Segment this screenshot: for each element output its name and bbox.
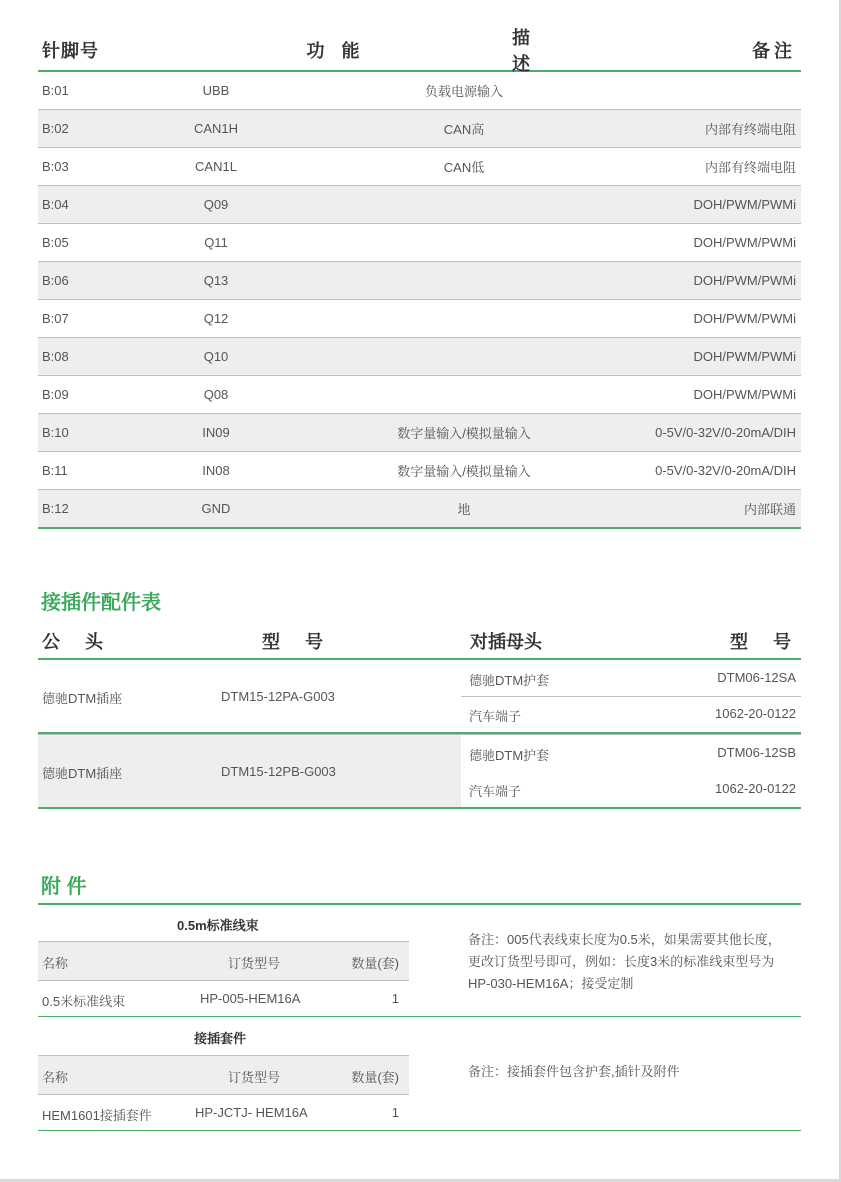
female-part-name: 德驰DTM护套 bbox=[469, 748, 550, 763]
description-cell: CAN高 bbox=[443, 122, 485, 137]
harness-qty: 1 bbox=[391, 991, 399, 1006]
function-cell: Q10 bbox=[203, 349, 229, 364]
kit-col-qty: 数量(套) bbox=[351, 1070, 399, 1085]
connector-group bbox=[38, 660, 801, 734]
pin-row bbox=[38, 72, 801, 110]
pin-row bbox=[38, 452, 801, 490]
note-cell: 0-5V/0-32V/0-20mA/DIH bbox=[655, 425, 796, 440]
pin-table bbox=[38, 30, 801, 529]
pin-row bbox=[38, 414, 801, 452]
pin-row bbox=[38, 110, 801, 148]
harness-col-qty: 数量(套) bbox=[351, 956, 399, 971]
pin-cell: B:10 bbox=[42, 425, 69, 440]
female-part-name: 德驰DTM护套 bbox=[469, 673, 550, 688]
male-name: 德驰DTM插座 bbox=[42, 766, 123, 781]
pin-cell: B:02 bbox=[42, 121, 69, 136]
note-cell: DOH/PWM/PWMi bbox=[693, 235, 796, 250]
male-model: DTM15-12PB-G003 bbox=[221, 764, 336, 779]
harness-note-line: HP-030-HEM16A；接受定制 bbox=[468, 976, 634, 991]
male-model: DTM15-12PA-G003 bbox=[221, 689, 335, 704]
note-cell: 内部有终端电阻 bbox=[704, 160, 796, 175]
function-cell: Q12 bbox=[203, 311, 229, 326]
pin-row bbox=[38, 338, 801, 376]
header-female: 对插母头 bbox=[470, 632, 542, 652]
connector-table bbox=[38, 620, 801, 809]
female-part-row bbox=[461, 660, 801, 697]
description-cell: 地 bbox=[457, 502, 471, 517]
female-part-model: 1062-20-0122 bbox=[715, 706, 796, 721]
description-cell: CAN低 bbox=[443, 160, 485, 175]
pin-cell: B:03 bbox=[42, 159, 69, 174]
pin-row bbox=[38, 262, 801, 300]
pin-cell: B:09 bbox=[42, 387, 69, 402]
note-cell: DOH/PWM/PWMi bbox=[693, 387, 796, 402]
male-name: 德驰DTM插座 bbox=[42, 691, 123, 706]
pin-table-header bbox=[38, 30, 801, 72]
header-note: 备注 bbox=[752, 41, 796, 61]
divider bbox=[38, 1130, 801, 1131]
harness-order: HP-005-HEM16A bbox=[200, 991, 301, 1006]
female-part-row bbox=[461, 735, 801, 772]
connector-section-title: 接插件配件表 bbox=[41, 592, 161, 614]
note-cell: 0-5V/0-32V/0-20mA/DIH bbox=[655, 463, 796, 478]
pin-row bbox=[38, 148, 801, 186]
function-cell: Q13 bbox=[203, 273, 229, 288]
harness-note-line: 更改订货型号即可，例如：长度3米的标准线束型号为 bbox=[468, 954, 775, 969]
function-cell: IN09 bbox=[202, 425, 230, 440]
female-part-name: 汽车端子 bbox=[469, 709, 522, 724]
male-cell bbox=[38, 735, 461, 807]
function-cell: CAN1L bbox=[195, 159, 237, 174]
description-cell: 数字量输入/模拟量输入 bbox=[397, 426, 531, 441]
function-cell: Q11 bbox=[204, 235, 228, 250]
header-function: 功 能 bbox=[306, 41, 366, 61]
harness-note bbox=[468, 929, 803, 995]
pin-cell: B:08 bbox=[42, 349, 69, 364]
harness-name: 0.5米标准线束 bbox=[42, 994, 126, 1009]
note-cell: 内部联通 bbox=[743, 502, 796, 517]
note-cell: DOH/PWM/PWMi bbox=[693, 197, 796, 212]
pin-row bbox=[38, 376, 801, 414]
function-cell: GND bbox=[201, 501, 231, 516]
note-cell: DOH/PWM/PWMi bbox=[693, 273, 796, 288]
female-part-name: 汽车端子 bbox=[469, 784, 522, 799]
harness-title: 0.5m标准线束 bbox=[177, 918, 259, 933]
function-cell: CAN1H bbox=[193, 121, 239, 136]
pin-cell: B:07 bbox=[42, 311, 69, 326]
kit-title: 接插套件 bbox=[194, 1031, 247, 1046]
kit-col-name: 名称 bbox=[42, 1070, 69, 1085]
note-cell: 内部有终端电阻 bbox=[704, 122, 796, 137]
function-cell: Q09 bbox=[203, 197, 229, 212]
female-part-model: DTM06-12SB bbox=[717, 745, 796, 760]
pin-cell: B:12 bbox=[42, 501, 69, 516]
kit-name: HEM1601接插套件 bbox=[42, 1108, 152, 1123]
kit-header bbox=[38, 1055, 409, 1095]
harness-header bbox=[38, 941, 409, 981]
header-description: 描 述 bbox=[512, 28, 536, 74]
divider bbox=[38, 1016, 801, 1017]
kit-col-order: 订货型号 bbox=[228, 1070, 281, 1085]
female-part-model: DTM06-12SA bbox=[717, 670, 796, 685]
pin-cell: B:01 bbox=[42, 83, 69, 98]
pin-row bbox=[38, 224, 801, 262]
description-cell: 负载电源输入 bbox=[424, 84, 503, 99]
kit-note: 备注：接插套件包含护套,插针及附件 bbox=[468, 1064, 680, 1079]
header-pin: 针脚号 bbox=[42, 41, 99, 61]
pin-cell: B:05 bbox=[42, 235, 69, 250]
kit-qty: 1 bbox=[391, 1105, 399, 1120]
function-cell: Q08 bbox=[203, 387, 229, 402]
description-cell: 数字量输入/模拟量输入 bbox=[397, 464, 531, 479]
pin-row bbox=[38, 300, 801, 338]
function-cell: UBB bbox=[202, 83, 230, 98]
female-part-row bbox=[461, 696, 801, 732]
header-female-model: 型 号 bbox=[729, 632, 801, 652]
kit-order: HP-JCTJ- HEM16A bbox=[195, 1105, 308, 1120]
note-cell: DOH/PWM/PWMi bbox=[693, 311, 796, 326]
female-part-row bbox=[461, 771, 801, 807]
function-cell: IN08 bbox=[202, 463, 230, 478]
connector-group bbox=[38, 734, 801, 809]
harness-col-order: 订货型号 bbox=[228, 956, 281, 971]
pin-cell: B:04 bbox=[42, 197, 69, 212]
harness-row bbox=[38, 980, 409, 1016]
pin-row bbox=[38, 490, 801, 529]
header-male: 公 头 bbox=[42, 632, 114, 652]
note-cell: DOH/PWM/PWMi bbox=[693, 349, 796, 364]
pin-cell: B:06 bbox=[42, 273, 69, 288]
connector-table-header bbox=[38, 620, 801, 660]
divider bbox=[38, 903, 801, 905]
kit-row bbox=[38, 1094, 409, 1130]
harness-col-name: 名称 bbox=[42, 956, 69, 971]
accessories-section-title: 附 件 bbox=[41, 876, 87, 898]
pin-cell: B:11 bbox=[42, 463, 68, 478]
header-male-model: 型 号 bbox=[262, 632, 334, 652]
harness-note-line: 备注：005代表线束长度为0.5米，如果需要其他长度， bbox=[468, 932, 781, 947]
female-part-model: 1062-20-0122 bbox=[715, 781, 796, 796]
pin-row bbox=[38, 186, 801, 224]
male-cell bbox=[38, 660, 461, 732]
